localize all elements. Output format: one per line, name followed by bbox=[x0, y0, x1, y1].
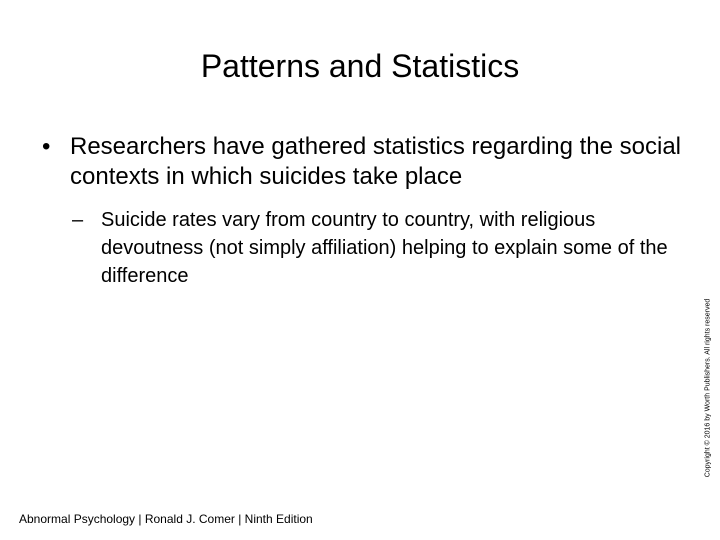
copyright-notice bbox=[701, 300, 715, 476]
copyright-text: Copyright © 2016 by Worth Publishers. All rights reserved bbox=[704, 298, 712, 478]
bullet-marker: • bbox=[42, 133, 51, 160]
sub-bullet-text: Suicide rates vary from country to country, with religious devoutness (not simply affiliation) helping to explain some of the difference bbox=[101, 209, 668, 287]
slide-title: Patterns and Statistics bbox=[200, 48, 520, 84]
bullet-text: Researchers have gathered statistics regarding the social contexts in which suicides take place bbox=[70, 133, 681, 190]
sub-bullet-marker: – bbox=[72, 209, 84, 231]
footer-text: Abnormal Psychology | Ronald J. Comer | Ninth Edition bbox=[19, 512, 313, 526]
